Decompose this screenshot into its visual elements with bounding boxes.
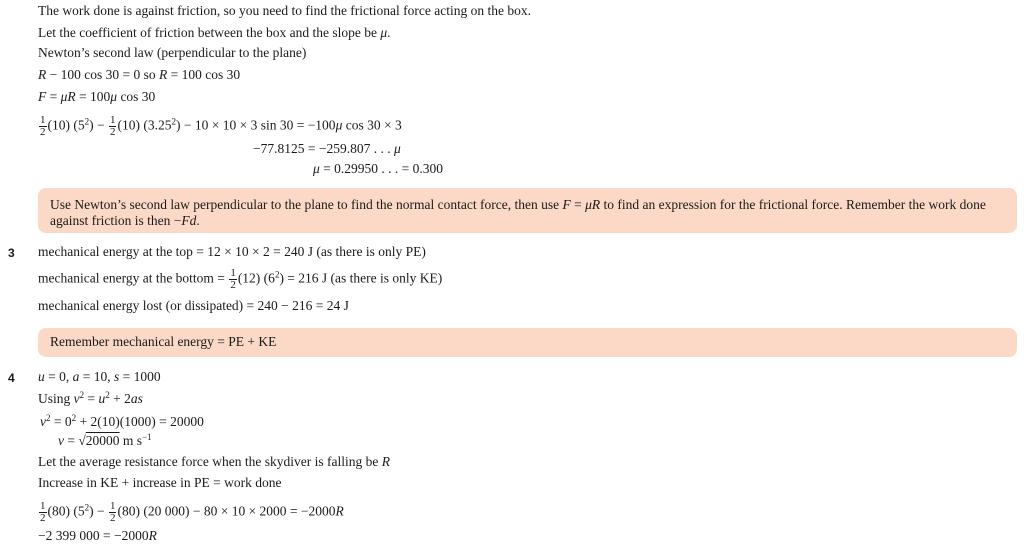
equation-line: R − 100 cos 30 = 0 so R = 100 cos 30 [38, 67, 241, 82]
equation-line: $\frac{1}{2}$ (80) $(5^2)$ − $\frac{1}{2}$ (80) (20 000) − 80 × 10 × 2000 = −2000R [40, 500, 344, 524]
hint-text: Remember mechanical energy = PE + KE [50, 334, 277, 349]
equation-line: μ = 0.29950 . . . = 0.300 [313, 161, 444, 176]
equation-line: Using $v^2 = u^2 + 2as$ [38, 390, 143, 406]
text-line: Let the coefficient of friction between the box and the slope be μ. [38, 25, 391, 40]
equation-line: −77.8125 = −259.807 . . . μ [253, 141, 401, 156]
hint-box [38, 188, 1017, 233]
equation-line: $v^2 = 0^2 + 2(10)(1000) = 20000$ [40, 413, 204, 429]
text-line: Newton’s second law (perpendicular to the plane) [38, 45, 307, 60]
equation-line: −2 399 000 = −2000R [38, 528, 157, 543]
equation-line: mechanical energy lost (or dissipated) = 240 − 216 = 24 J [38, 298, 349, 313]
equation-line: mechanical energy at the top = 12 × 10 × 2 = 240 J (as there is only PE) [38, 244, 426, 259]
hint-text: Use Newton’s second law perpendicular to the plane to find the normal contact force, then use F = μR to find an expression for the frictional force. Remember the work done against friction is then −Fd. [50, 197, 986, 228]
text-line: Let the average resistance force when the skydiver is falling be R [38, 454, 390, 469]
question-number: 4 [8, 371, 15, 385]
question-number: 3 [8, 246, 15, 260]
text-line: Increase in KE + increase in PE = work done [38, 475, 282, 490]
hint-box [38, 328, 1017, 357]
equation-line: F = μR = 100μ cos 30 [38, 89, 156, 104]
equation-line: v = √20000 m $s^{-1}$ [58, 432, 152, 448]
equation-line: mechanical energy at the bottom = $\frac{1}{2}$ (12) $(6^2) = 216$ J (as there is only KE) [38, 267, 443, 291]
equation-line: $\frac{1}{2}$ (10) $(5^2)$ − $\frac{1}{2}$ (10) $(3.25^2) - 10 \times 10 \times 3$ sin 30 = −100μ cos 30 × 3 [40, 114, 402, 138]
text-line: The work done is against friction, so you need to find the frictional force acting on the box. [38, 3, 531, 18]
equation-line: u = 0, a = 10, s = 1000 [38, 369, 161, 384]
